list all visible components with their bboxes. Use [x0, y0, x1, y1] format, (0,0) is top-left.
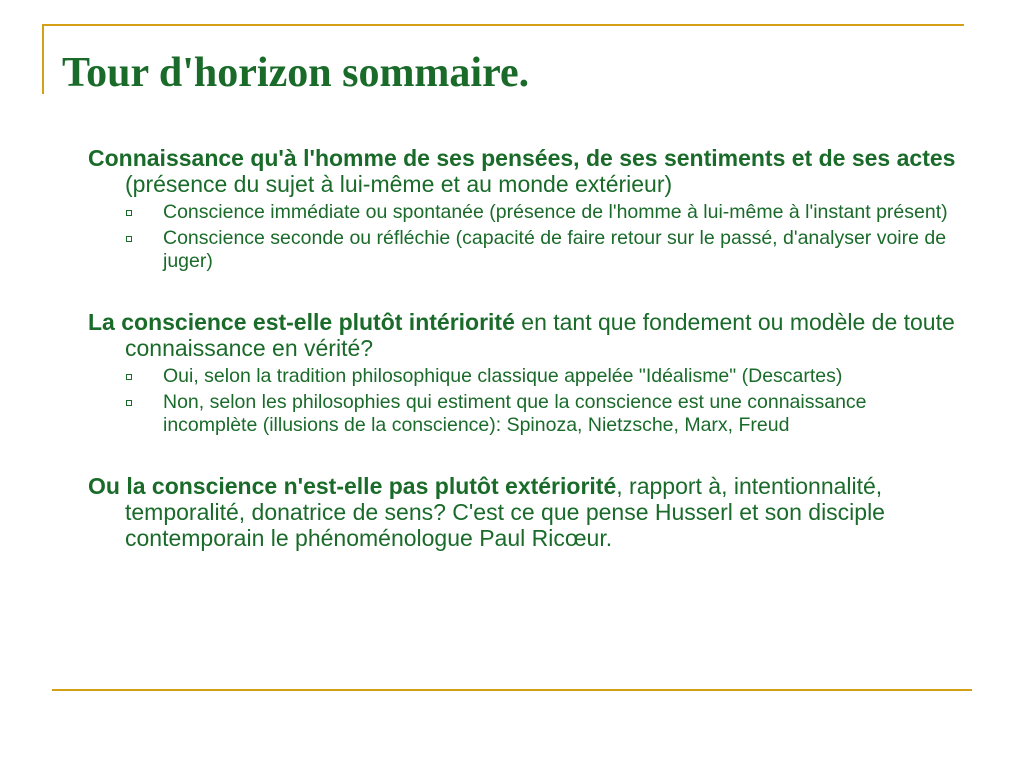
square-bullet-icon — [126, 236, 132, 242]
square-bullet-icon — [126, 210, 132, 216]
section-heading — [88, 145, 963, 197]
sub-list — [88, 365, 963, 437]
list-item-text: Non, selon les philosophies qui estiment que la conscience est une connaissance incomplète (illusions de la conscience): Spinoza, Nietzsche, Marx, Freud — [163, 391, 867, 436]
section-heading — [88, 309, 963, 361]
square-bullet-icon — [126, 374, 132, 380]
section-heading-bold: La conscience est-elle plutôt intériorité — [88, 309, 515, 335]
section-heading-bold: Ou la conscience n'est-elle pas plutôt extériorité — [88, 473, 617, 499]
sub-list — [88, 201, 963, 273]
section-conscience-definition — [88, 145, 963, 273]
frame-left-line — [42, 24, 44, 94]
section-interiorite — [88, 309, 963, 437]
section-heading-rest: en tant que fondement ou modèle de toute connaissance en vérité? — [125, 309, 955, 361]
section-heading-rest: , rapport à, intentionnalité, temporalité, donatrice de sens? C'est ce que pense Husserl et son disciple contemporain le phénoménologue Paul Ricœur. — [125, 473, 885, 551]
section-heading-rest: (présence du sujet à lui-même et au monde extérieur) — [125, 171, 673, 197]
frame-top-line — [42, 24, 964, 26]
list-item — [88, 201, 963, 224]
slide-content — [88, 145, 963, 551]
section-heading — [88, 473, 963, 551]
list-item — [88, 391, 963, 437]
square-bullet-icon — [126, 400, 132, 406]
frame-bottom-line — [52, 689, 972, 691]
slide-title: Tour d'horizon sommaire. — [62, 50, 530, 96]
list-item-text: Oui, selon la tradition philosophique classique appelée "Idéalisme" (Descartes) — [163, 365, 843, 387]
list-item — [88, 365, 963, 388]
list-item — [88, 227, 963, 273]
list-item-text: Conscience immédiate ou spontanée (présence de l'homme à lui-même à l'instant présent) — [163, 201, 948, 223]
section-exteriorite — [88, 473, 963, 551]
section-heading-bold: Connaissance qu'à l'homme de ses pensées, de ses sentiments et de ses actes — [88, 145, 956, 171]
list-item-text: Conscience seconde ou réfléchie (capacité de faire retour sur le passé, d'analyser voire de juger) — [163, 227, 947, 272]
